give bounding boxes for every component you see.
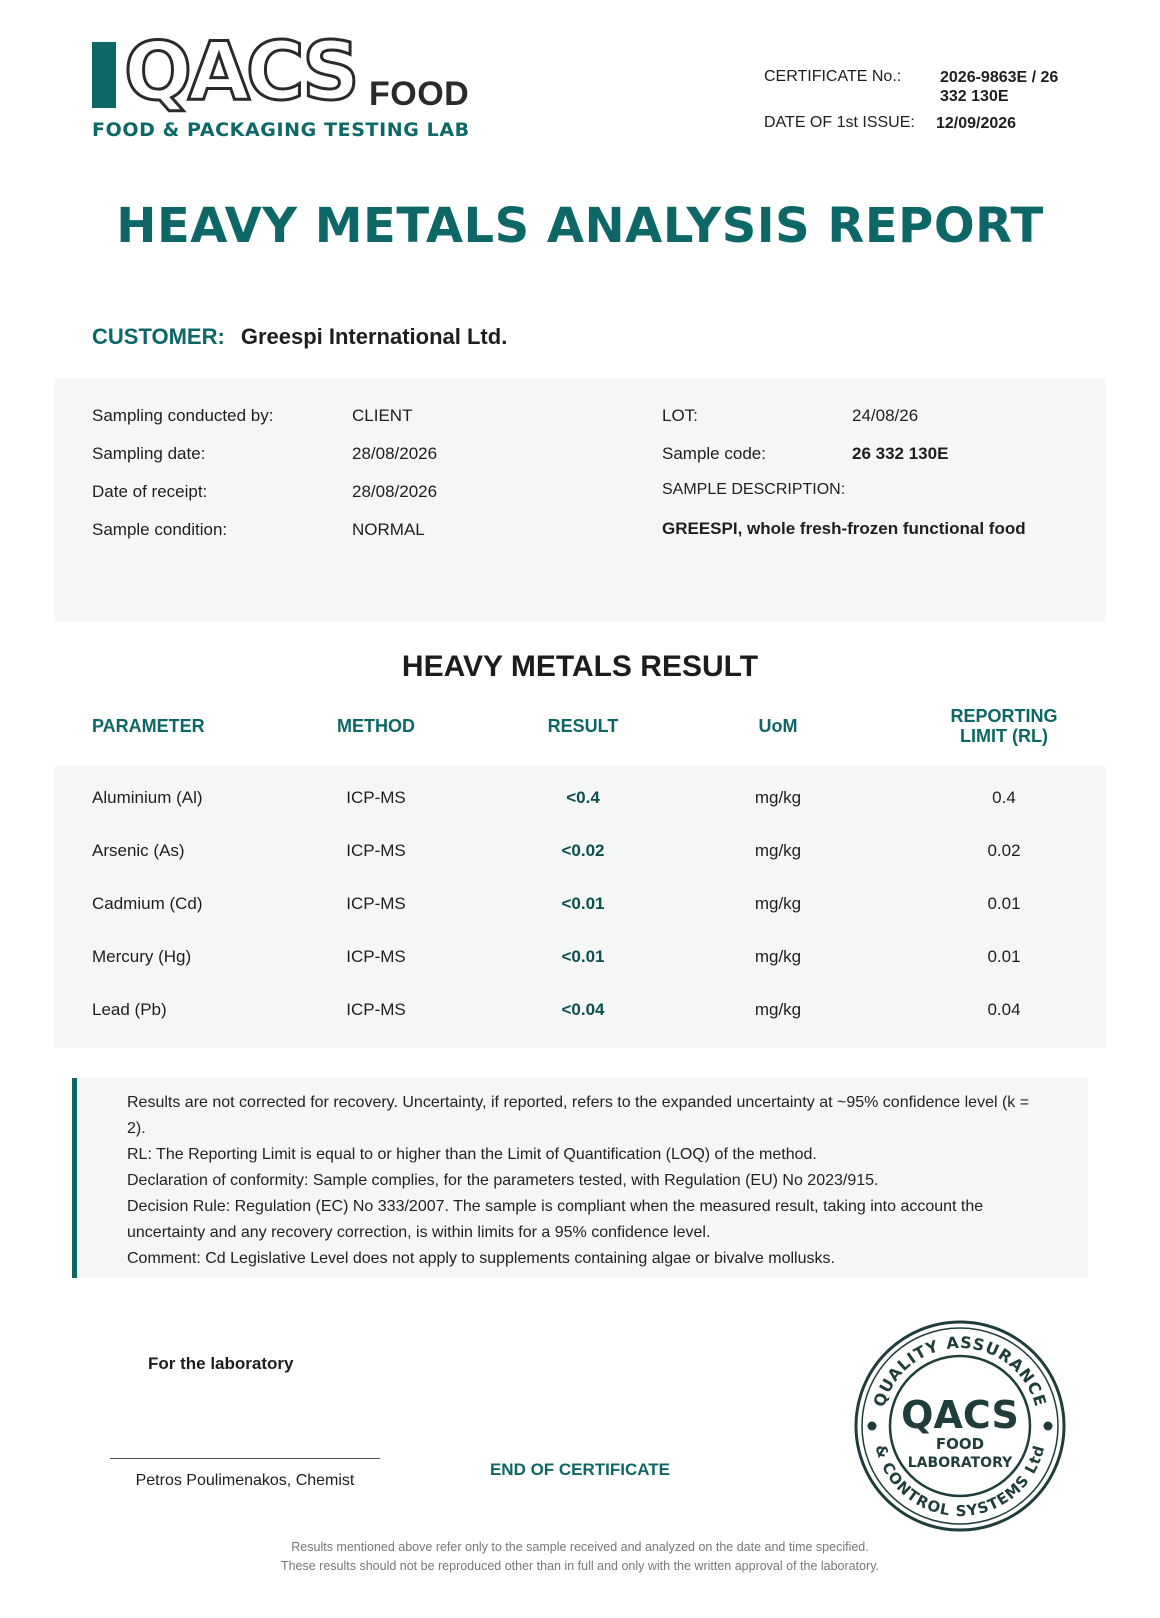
header-uom: UoM xyxy=(758,716,798,736)
note-reporting-limit: RL: The Reporting Limit is equal to or higher than the Limit of Quantification (LOQ) of the method. xyxy=(127,1146,817,1163)
table-cell-method: ICP-MS xyxy=(346,894,406,913)
footer-line-2: These results should not be reproduced other than in full and only with the written approval of the laboratory. xyxy=(280,1559,880,1573)
results-table xyxy=(54,766,1106,1048)
table-cell-rl: 0.04 xyxy=(987,1000,1021,1019)
stamp-bottom-arc: & CONTROL SYSTEMS Ltd xyxy=(871,1442,1049,1521)
signer-name: Petros Poulimenakos, Chemist xyxy=(135,1472,355,1489)
end-of-certificate: END OF CERTIFICATE xyxy=(489,1460,671,1479)
note-recovery: Results are not corrected for recovery. Uncertainty, if reported, refers to the expanded uncertainty at ~95% confidence level (k = 2). xyxy=(127,1094,1030,1137)
footer-line-1: Results mentioned above refer only to the sample received and analyzed on the date and time specified. xyxy=(291,1540,869,1554)
table-cell-parameter: Mercury (Hg) xyxy=(92,947,192,966)
customer-label: CUSTOMER: xyxy=(92,324,225,349)
table-cell-rl: 0.02 xyxy=(987,841,1021,860)
header-parameter: PARAMETER xyxy=(92,716,205,736)
sampling-by-label: Sampling conducted by: xyxy=(92,406,274,425)
note-conformity: Declaration of conformity: Sample complies, for the parameters tested, with Regulation (EU) No 2023/915. xyxy=(127,1172,879,1189)
header-reporting-limit xyxy=(924,706,1084,746)
quality-stamp xyxy=(852,1318,1068,1534)
certificate-number-line2: 332 130E xyxy=(940,88,1009,105)
table-cell-uom: mg/kg xyxy=(754,841,802,860)
table-cell-result: <0.01 xyxy=(561,947,605,966)
table-cell-uom: mg/kg xyxy=(754,1000,802,1019)
logo-food-word: FOOD xyxy=(369,75,470,113)
lot-label: LOT: xyxy=(662,406,698,425)
sample-condition-value: NORMAL xyxy=(352,520,425,539)
table-cell-method: ICP-MS xyxy=(346,1000,406,1019)
issue-date-value: 12/09/2026 xyxy=(936,115,1017,132)
table-cell-uom: mg/kg xyxy=(754,947,802,966)
table-cell-rl: 0.01 xyxy=(987,947,1021,966)
sample-code-value: 26 332 130E xyxy=(852,444,949,463)
for-laboratory-label: For the laboratory xyxy=(148,1354,294,1373)
customer-line xyxy=(92,324,507,350)
table-cell-parameter: Aluminium (Al) xyxy=(92,788,203,807)
signature-line xyxy=(110,1458,380,1459)
table-cell-method: ICP-MS xyxy=(346,841,406,860)
stamp-seal-graphic xyxy=(852,1318,1068,1534)
notes-text xyxy=(127,1090,1047,1272)
company-logo xyxy=(92,25,472,150)
stamp-top-arc: QUALITY ASSURANCE xyxy=(869,1332,1051,1410)
sampling-date-label: Sampling date: xyxy=(92,444,206,463)
table-cell-result: <0.04 xyxy=(561,1000,605,1019)
table-cell-parameter: Cadmium (Cd) xyxy=(92,894,203,913)
table-cell-uom: mg/kg xyxy=(754,894,802,913)
table-cell-method: ICP-MS xyxy=(346,788,406,807)
footer-disclaimer xyxy=(0,1538,1160,1576)
table-cell-result: <0.4 xyxy=(566,788,600,807)
header-rl-line1: REPORTING xyxy=(950,706,1058,726)
table-cell-result: <0.02 xyxy=(561,841,605,860)
logo-letters: QACS xyxy=(124,25,356,118)
customer-name: Greespi International Ltd. xyxy=(240,324,508,349)
sample-condition-label: Sample condition: xyxy=(92,520,228,539)
table-cell-rl: 0.01 xyxy=(987,894,1021,913)
sampling-date-value: 28/08/2026 xyxy=(352,444,438,463)
header-rl-line2: LIMIT (RL) xyxy=(960,726,1048,746)
certificate-number-line1: 2026-9863E / 26 xyxy=(940,69,1059,86)
table-cell-parameter: Arsenic (As) xyxy=(92,841,185,860)
certificate-number-label: CERTIFICATE No.: xyxy=(764,68,902,85)
header-result: RESULT xyxy=(547,716,619,736)
table-cell-uom: mg/kg xyxy=(754,788,802,807)
table-cell-result: <0.01 xyxy=(561,894,605,913)
issue-date-label: DATE OF 1st ISSUE: xyxy=(764,114,915,131)
note-comment: Comment: Cd Legislative Level does not apply to supplements containing algae or bivalve mollusks. xyxy=(127,1250,835,1267)
sample-code-label: Sample code: xyxy=(662,444,766,463)
header-method: METHOD xyxy=(337,716,415,736)
sample-description-value: GREESPI, whole fresh-frozen functional food xyxy=(662,519,1026,538)
logo-bar xyxy=(92,42,116,108)
report-title: HEAVY METALS ANALYSIS REPORT xyxy=(116,198,1044,254)
sampling-by-value: CLIENT xyxy=(352,406,413,425)
stamp-center-2: FOOD xyxy=(935,1435,985,1453)
results-section-title: HEAVY METALS RESULT xyxy=(401,650,759,683)
receipt-date-label: Date of receipt: xyxy=(92,482,208,501)
stamp-center-1: QACS xyxy=(901,1393,1019,1437)
note-decision-rule: Decision Rule: Regulation (EC) No 333/2007. The sample is compliant when the measured result, taking into account the uncertainty and any recovery correction, is within limits for a 95% confidence level. xyxy=(127,1198,984,1241)
sample-description-label: SAMPLE DESCRIPTION: xyxy=(662,481,846,498)
table-cell-method: ICP-MS xyxy=(346,947,406,966)
stamp-center-3: LABORATORY xyxy=(907,1455,1013,1471)
table-cell-parameter: Lead (Pb) xyxy=(92,1000,167,1019)
notes-panel xyxy=(72,1078,1088,1278)
table-cell-rl: 0.4 xyxy=(992,788,1016,807)
certificate-number-value xyxy=(940,68,1090,106)
receipt-date-value: 28/08/2026 xyxy=(352,482,438,501)
sample-info-panel xyxy=(54,378,1106,622)
logo-subtitle: FOOD & PACKAGING TESTING LAB xyxy=(92,119,470,141)
lot-value: 24/08/26 xyxy=(852,406,919,425)
